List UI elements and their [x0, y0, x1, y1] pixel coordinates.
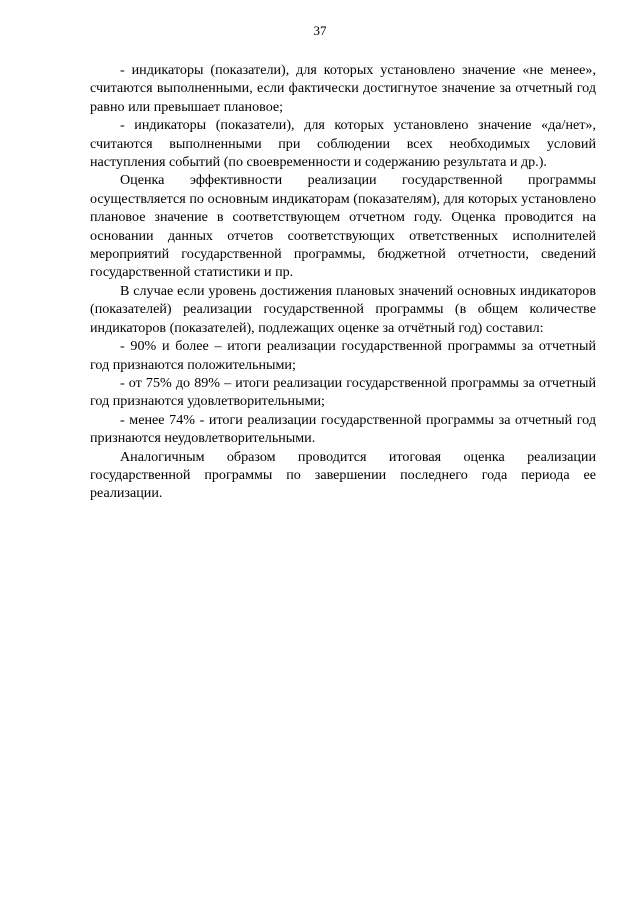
document-body — [90, 61, 596, 503]
paragraph-final-assessment: Аналогичным образом проводится итоговая оценка реализации государственной программы по завершении последнего года периода ее реализации. — [90, 448, 596, 502]
paragraph-indicator-yes-no: - индикаторы (показатели), для которых установлено значение «да/нет», считаются выполненными при соблюдении всех необходимых условий наступления событий (по своевременности и содержанию результата и др.). — [90, 117, 596, 171]
page-number: 37 — [313, 23, 327, 38]
paragraph-indicator-not-less: - индикаторы (показатели), для которых установлено значение «не менее», считаются выполненными, если фактически достигнутое значение за отчетный год равно или превышает плановое; — [90, 62, 596, 115]
paragraph-result-positive: - 90% и более – итоги реализации государственной программы за отчетный год признаются положительными; — [90, 338, 596, 373]
paragraph-efficiency-assessment: Оценка эффективности реализации государственной программы осуществляется по основным индикаторам (показателям), для которых установлено плановое значение в соответствующем отчетном году. Оценка проводится на основании данных отчетов соответствующих ответственных исполнителей мероприятий государственной программы, бюджетной отчетности, сведений государственной статистики и пр. — [90, 172, 596, 281]
paragraph-result-unsatisfactory: - менее 74% - итоги реализации государственной программы за отчетный год признаются неудовлетворительными. — [90, 411, 596, 447]
paragraph-achievement-level: В случае если уровень достижения плановых значений основных индикаторов (показателей) реализации государственной программы (в общем количестве индикаторов (показателей), подлежащих оценке за отчётный год) составил: — [90, 282, 596, 336]
paragraph-result-satisfactory: - от 75% до 89% – итоги реализации государственной программы за отчетный год признаются удовлетворительными; — [90, 374, 596, 410]
